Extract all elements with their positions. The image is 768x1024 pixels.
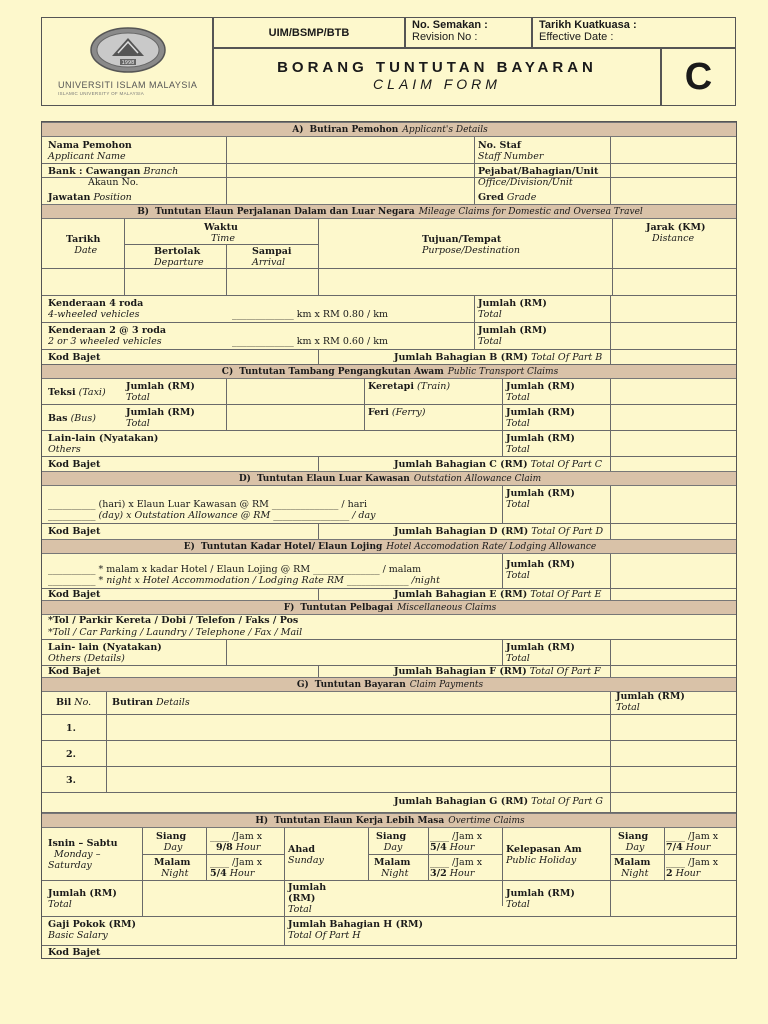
total-part-d-field[interactable]: [612, 525, 734, 538]
section-b-header: B) Tuntutan Elaun Perjalanan Dalam dan Luar Negara Mileage Claims for Domestic and Oversea Travel: [42, 204, 736, 219]
form-header: [41, 17, 736, 106]
kod-bajet-b-label: Kod Bajet: [48, 352, 101, 363]
weekday-ot-total-field[interactable]: [144, 882, 282, 915]
office-field[interactable]: [612, 164, 734, 188]
claim-form-table: A) Butiran Pemohon Applicant's Details Nama Pemohon Applicant Name No. Staf Staff Number Bank : Cawangan Branch Akaun No. Pejabat/Bahagian/Unit Office/Division/Unit Jawatan Position Gred Grade B) Tuntutan Elaun Perjalanan Dalam dan Luar Negara Mileage Claims for Domestic and Oversea Travel Tarikh Date Waktu Time Bertolak Departure Sampai Arrival Tujuan/Tempat Purpose/Destination Jarak (KM) Distance Kenderaan 4 roda 4-wheeled vehicles _____________ km x RM 0.80 / km Jumlah (RM) Total Kenderaan 2 @ 3 roda 2 or 3 wheeled vehicles _____________ km x RM 0.60 / km Jumlah (RM) Total Kod Bajet Jumlah Bahagian B (RM) Total Of Part B C) Tuntutan Tambang Pengangkutan Awam Public Transport Claims Teksi (Taxi) Jumlah (RM) Total Keretapi (Train) Jumlah (RM) Total Bas (Bus) Jumlah (RM) Total Feri (Ferry) Jumlah (RM) Total Lain-lain (Nyatakan) Others Jumlah (RM) Total Kod Bajet Jumlah Bahagian C (RM) Total Of Part C D) Tuntutan Elaun Luar Kawasan Outstation Allowance Claim __________ (hari) x Elaun Luar Kawasan @ RM ______________ / hari __________ (day) x Outstation Allowance @ RM ________________ / day Jumlah (RM) Total Kod Bajet Jumlah Bahagian D (RM) Total Of Part D E) Tuntutan Kadar Hotel/ Elaun Lojing Hotel Accomodation Rate/ Lodging Allowance __________ * malam x kadar Hotel / Elaun Lojing @ RM ______________ / malam __________ * night x Hotel Accommodation / Lodging Rate RM _____________ /night Jumlah (RM) Total Kod Bajet Jumlah Bahagian E (RM) Total Of Part E F) Tuntutan Pelbagai Miscellaneous Claims *Tol / Parkir Kereta / Dobi / Telefon / Faks / Pos *Toll / Car Parking / Laundry / Telephone / Fax / Mail Lain- lain (Nyatakan) Others (Details) Jumlah (RM) Total Kod Bajet Jumlah Bahagian F (RM) Total Of Part F G) Tuntutan Bayaran Claim Payments Bil No. Butiran Details Jumlah (RM) Total 1. 2. 3. Jumlah Bahagian G (RM) Total Of Part G H) Tuntutan Elaun Kerja Lebih Masa Overtime Claims Isnin – Sabtu Monday – Saturday Siang Day ____ /Jam x 9/8 Hour Malam Night ____ /Jam x 5/4 Hour Ahad Sunday Siang Day ____ /Jam x 5/4 Hour Malam Night ____ /Jam x 3/2 Hour Kelepasan Am Public Holiday Siang Day ____ /Jam x 7/4 Hour Malam Night ____ /Jam x 2 Hour Jumlah (RM) Total Jumlah (RM) Total Jumlah (RM) Total Gaji Pokok (RM) Basic Salary Jumlah Bahagian H (RM) Total Of Part H Kod Bajet: [41, 121, 737, 959]
butiran-label: Butiran: [112, 697, 154, 708]
form-letter: C: [661, 48, 736, 106]
lain-c-label: Lain-lain (Nyatakan): [48, 433, 159, 444]
university-logo-icon: [88, 26, 168, 76]
row-3-number: 3.: [66, 775, 76, 786]
bank-account-field[interactable]: [228, 164, 472, 188]
section-g-header: G) Tuntutan Bayaran Claim Payments: [42, 677, 736, 692]
misc-line2: *Toll / Car Parking / Laundry / Telephone / Fax / Mail: [48, 627, 303, 638]
ahad-label: Ahad: [288, 844, 316, 855]
lain-f-label: Lain- lain (Nyatakan): [48, 642, 162, 653]
section-h-header: H) Tuntutan Elaun Kerja Lebih Masa Overtime Claims: [42, 813, 736, 828]
others-f-total-field[interactable]: [612, 641, 734, 664]
others-f-details-field[interactable]: [228, 641, 500, 664]
form-subtitle: CLAIM FORM: [373, 76, 501, 92]
section-c-header: C) Tuntutan Tambang Pengangkutan Awam Public Transport Claims: [42, 364, 736, 379]
travel-date-field[interactable]: [44, 270, 122, 294]
total-part-h-label: Jumlah Bahagian H (RM): [288, 919, 423, 930]
total-part-b-label: Jumlah Bahagian B (RM): [394, 352, 529, 363]
payment-row-1-details[interactable]: [108, 716, 608, 739]
hotel-line1: __________ * malam x kadar Hotel / Elaun Lojing @ RM ______________ / malam: [48, 564, 422, 575]
doc-code: UIM/BSMP/BTB: [213, 17, 405, 48]
taxi-total-field[interactable]: [228, 381, 362, 403]
outstation-total-field[interactable]: [612, 488, 734, 522]
kod-bajet-h-label: Kod Bajet: [48, 947, 101, 958]
rate-holiday-day: ____ /Jam x: [666, 831, 719, 842]
payment-row-3-total[interactable]: [612, 768, 734, 791]
gaji-pokok-label: Gaji Pokok (RM): [48, 919, 137, 930]
sampai-label: Sampai: [252, 246, 292, 257]
rate-sunday-night: ____ /Jam x: [430, 857, 483, 868]
staf-label: No. Staf: [478, 140, 521, 151]
revision-label: No. Semakan :: [412, 19, 488, 31]
rate-holiday-night: ____ /Jam x: [666, 857, 719, 868]
feri-label: Feri: [368, 407, 389, 418]
kod-bajet-c-label: Kod Bajet: [48, 459, 101, 470]
row-2-number: 2.: [66, 749, 76, 760]
distance-field[interactable]: [614, 270, 734, 294]
hotel-line2: __________ * night x Hotel Accommodation / Lodging Rate RM _____________ /night: [48, 575, 440, 586]
kod-bajet-f-label: Kod Bajet: [48, 666, 101, 677]
total-part-c-field[interactable]: [612, 458, 734, 470]
waktu-label: Waktu: [204, 222, 238, 233]
jawatan-label: Jawatan: [48, 192, 91, 203]
budget-code-h-field[interactable]: [142, 946, 734, 958]
applicant-name-field[interactable]: [228, 138, 472, 162]
kod-bajet-e-label: Kod Bajet: [48, 589, 101, 600]
section-e-header: E) Tuntutan Kadar Hotel/ Elaun Lojing Hotel Accomodation Rate/ Lodging Allowance: [42, 539, 736, 554]
title-box: [213, 48, 661, 106]
bas-label: Bas: [48, 413, 68, 424]
hotel-total-field[interactable]: [612, 556, 734, 587]
total-part-g-field[interactable]: [612, 794, 734, 811]
sunday-ot-total-field[interactable]: [370, 882, 500, 915]
payment-row-2-total[interactable]: [612, 742, 734, 765]
ferry-total-field[interactable]: [612, 406, 734, 428]
effective-label: Tarikh Kuatkuasa :: [539, 19, 637, 31]
effective-label-en: Effective Date :: [539, 31, 614, 43]
rate-weekday-night: ____ /Jam x: [210, 857, 263, 868]
row-1-number: 1.: [66, 723, 76, 734]
revision-label-en: Revision No :: [412, 31, 478, 43]
rate-4wheel: _____________ km x RM 0.80 / km: [232, 309, 388, 320]
holiday-ot-total-field[interactable]: [612, 882, 734, 915]
total-part-f-field[interactable]: [612, 666, 734, 676]
departure-time-field[interactable]: [126, 270, 224, 294]
total-part-f-label: Jumlah Bahagian F (RM): [394, 666, 527, 677]
university-subtitle: ISLAMIC UNIVERSITY OF MALAYSIA: [58, 91, 145, 96]
total-4wheel-field[interactable]: [612, 297, 734, 321]
payment-row-2-details[interactable]: [108, 742, 608, 765]
bank-label: Bank : Cawangan: [48, 166, 141, 177]
total-part-c-label: Jumlah Bahagian C (RM): [394, 459, 528, 470]
arrival-time-field[interactable]: [228, 270, 316, 294]
others-c-total-field[interactable]: [612, 432, 734, 454]
rate-weekday-day: ____ /Jam x: [210, 831, 263, 842]
section-d-header: D) Tuntutan Elaun Luar Kawasan Outstation Allowance Claim: [42, 471, 736, 486]
basic-salary-field[interactable]: [144, 918, 282, 944]
position-field[interactable]: [228, 190, 472, 202]
misc-line1: *Tol / Parkir Kereta / Dobi / Telefon / Faks / Pos: [48, 615, 299, 626]
kenderaan2-label: Kenderaan 2 @ 3 roda: [48, 325, 166, 336]
logo-box: [41, 17, 213, 106]
total-part-e-label: Jumlah Bahagian E (RM): [394, 589, 528, 600]
revision-box: [405, 17, 532, 48]
bertolak-label: Bertolak: [154, 246, 201, 257]
payment-row-3-details[interactable]: [108, 768, 608, 791]
form-title: BORANG TUNTUTAN BAYARAN: [277, 59, 597, 76]
outstation-line1: __________ (hari) x Elaun Luar Kawasan @ RM ______________ / hari: [48, 499, 367, 510]
effective-date-box: [532, 17, 736, 48]
keretapi-label: Keretapi: [368, 381, 414, 392]
bus-total-field[interactable]: [228, 406, 362, 428]
total-2wheel-field[interactable]: [612, 324, 734, 348]
total-part-b-field[interactable]: [612, 351, 734, 363]
tarikh-label: Tarikh: [66, 234, 101, 245]
teksi-label: Teksi: [48, 387, 76, 398]
total-part-h-field[interactable]: [504, 918, 734, 944]
destination-field[interactable]: [320, 270, 610, 294]
rate-2wheel: _____________ km x RM 0.60 / km: [232, 336, 388, 347]
staff-number-field[interactable]: [612, 138, 734, 162]
kelepasan-label: Kelepasan Am: [506, 844, 582, 855]
jarak-label: Jarak (KM): [646, 222, 706, 233]
outstation-line2: __________ (day) x Outstation Allowance @ RM ________________ / day: [48, 510, 376, 521]
nama-label: Nama Pemohon: [48, 140, 132, 151]
isnin-sabtu-label: Isnin – Sabtu: [48, 838, 118, 849]
university-name: UNIVERSITI ISLAM MALAYSIA: [58, 80, 198, 90]
kod-bajet-d-label: Kod Bajet: [48, 526, 101, 537]
section-f-header: F) Tuntutan Pelbagai Miscellaneous Claims: [42, 600, 736, 615]
tujuan-label: Tujuan/Tempat: [422, 234, 502, 245]
total-part-e-field[interactable]: [612, 589, 734, 599]
payment-row-1-total[interactable]: [612, 716, 734, 739]
section-a-header: A) Butiran Pemohon Applicant's Details: [42, 122, 736, 137]
grade-field[interactable]: [612, 190, 734, 202]
bil-label: Bil: [56, 697, 72, 708]
svg-text:1998: 1998: [121, 60, 135, 66]
train-total-field[interactable]: [612, 381, 734, 403]
total-part-d-label: Jumlah Bahagian D (RM): [394, 526, 529, 537]
rate-sunday-day: ____ /Jam x: [430, 831, 483, 842]
pejabat-label: Pejabat/Bahagian/Unit: [478, 166, 599, 177]
kenderaan4-label: Kenderaan 4 roda: [48, 298, 144, 309]
gred-label: Gred: [478, 192, 504, 203]
total-part-g-label: Jumlah Bahagian G (RM): [394, 796, 529, 807]
